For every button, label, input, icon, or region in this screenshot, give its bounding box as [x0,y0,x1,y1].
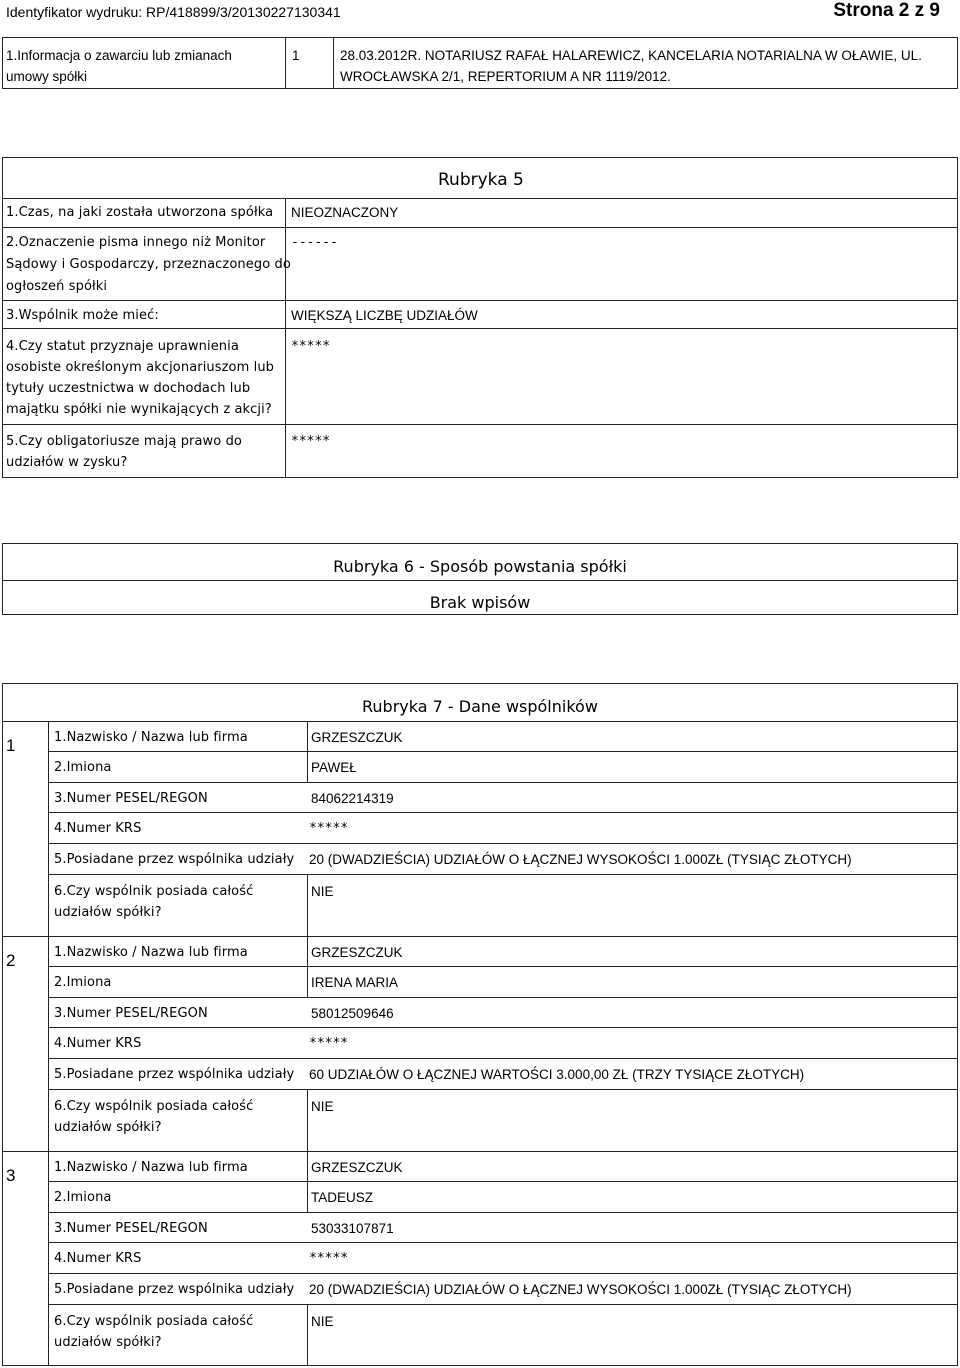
print-identifier: Identyfikator wydruku: RP/418899/3/20130227130341 [6,4,341,20]
info-value-line2: WROCŁAWSKA 2/1, REPERTORIUM A NR 1119/2012. [340,69,671,84]
partner-label-krs: 4.Numer KRS [54,1251,142,1266]
partner-label-shares: 5.Posiadane przez wspólnika udziały [54,1282,295,1297]
r5-row4-label-4: majątku spółki nie wynikających z akcji? [6,402,272,417]
rubryka7-title: Rubryka 7 - Dane wspólników [362,697,598,716]
partner-value-shares: 20 (DWADZIEŚCIA) UDZIAŁÓW O ŁĄCZNEJ WYSOKOŚCI 1.000ZŁ (TYSIĄC ZŁOTYCH) [309,1282,852,1297]
r5-row4-label-2: osobiste określonym akcjonariuszom lub [6,360,275,375]
r5-row1-label: 1.Czas, na jaki została utworzona spółka [6,205,274,220]
partner-number: 2 [6,951,16,970]
r5-row3-label: 3.Wspólnik może mieć: [6,308,159,323]
partner-label-all-1: 6.Czy wspólnik posiada całość [54,1314,254,1329]
partner-value-name: GRZESZCZUK [311,730,403,745]
r5-row4-label-3: tytuły uczestnictwa w dochodach lub [6,381,251,396]
partner-value-pesel: 58012509646 [311,1006,394,1021]
rubryka7-section [2,683,958,1366]
rubryka6-title: Rubryka 6 - Sposób powstania spółki [333,557,627,576]
partner-number: 3 [6,1166,16,1185]
info-label-line2: umowy spółki [6,69,88,84]
partner-label-first: 2.Imiona [54,1190,112,1205]
partner-value-krs: ***** [309,1251,349,1266]
partner-label-name: 1.Nazwisko / Nazwa lub firma [54,730,248,745]
partner-value-pesel: 84062214319 [311,791,394,806]
partner-label-pesel: 3.Numer PESEL/REGON [54,791,208,806]
partner-label-name: 1.Nazwisko / Nazwa lub firma [54,945,248,960]
partner-number: 1 [6,736,16,755]
r5-row5-label-2: udziałów w zysku? [6,455,128,470]
partner-label-all-2: udziałów spółki? [54,1120,162,1135]
partner-value-all: NIE [311,1314,334,1329]
partner-label-all-2: udziałów spółki? [54,905,162,920]
partner-value-pesel: 53033107871 [311,1221,394,1236]
r5-row2-label-2: Sądowy i Gospodarczy, przeznaczonego do [6,257,291,272]
info-value-line1: 28.03.2012R. NOTARIUSZ RAFAŁ HALAREWICZ, KANCELARIA NOTARIALNA W OŁAWIE, UL. [340,48,922,63]
partner-label-pesel: 3.Numer PESEL/REGON [54,1221,208,1236]
partner-value-all: NIE [311,1099,334,1114]
r5-row5-value: ***** [291,434,331,449]
partner-value-all: NIE [311,884,334,899]
partner-label-pesel: 3.Numer PESEL/REGON [54,1006,208,1021]
partner-label-name: 1.Nazwisko / Nazwa lub firma [54,1160,248,1175]
partner-value-krs: ***** [309,821,349,836]
partner-value-first: IRENA MARIA [311,975,399,990]
partner-value-shares: 20 (DWADZIEŚCIA) UDZIAŁÓW O ŁĄCZNEJ WYSOKOŚCI 1.000ZŁ (TYSIĄC ZŁOTYCH) [309,852,852,867]
r5-row2-label-3: ogłoszeń spółki [6,279,108,294]
partner-value-shares: 60 UDZIAŁÓW O ŁĄCZNEJ WARTOŚCI 3.000,00 ZŁ (TRZY TYSIĄCE ZŁOTYCH) [309,1067,805,1082]
r5-row4-label-1: 4.Czy statut przyznaje uprawnienia [6,339,239,354]
partner-label-all-1: 6.Czy wspólnik posiada całość [54,884,254,899]
r5-row1-value: NIEOZNACZONY [291,205,399,220]
partner-value-first: PAWEŁ [311,760,357,775]
rubryka5-title: Rubryka 5 [438,170,524,190]
partner-value-krs: ***** [309,1036,349,1051]
info-label-line1: 1.Informacja o zawarciu lub zmianach [6,48,232,63]
partner-label-krs: 4.Numer KRS [54,821,142,836]
partner-label-first: 2.Imiona [54,975,112,990]
partner-label-krs: 4.Numer KRS [54,1036,142,1051]
partner-label-shares: 5.Posiadane przez wspólnika udziały [54,1067,295,1082]
rubryka6-empty: Brak wpisów [429,593,531,612]
partner-value-first: TADEUSZ [311,1190,374,1205]
partner-value-name: GRZESZCZUK [311,945,403,960]
partner-value-name: GRZESZCZUK [311,1160,403,1175]
r5-row2-value: ------ [291,235,338,250]
partner-label-first: 2.Imiona [54,760,112,775]
info-number: 1 [292,48,300,63]
partner-label-shares: 5.Posiadane przez wspólnika udziały [54,852,295,867]
page-number: Strona 2 z 9 [833,0,940,21]
r5-row5-label-1: 5.Czy obligatoriusze mają prawo do [6,434,242,449]
partner-label-all-1: 6.Czy wspólnik posiada całość [54,1099,254,1114]
r5-row2-label-1: 2.Oznaczenie pisma innego niż Monitor [6,235,266,250]
r5-row4-value: ***** [291,339,331,354]
partner-label-all-2: udziałów spółki? [54,1335,162,1350]
r5-row3-value: WIĘKSZĄ LICZBĘ UDZIAŁÓW [291,308,478,323]
